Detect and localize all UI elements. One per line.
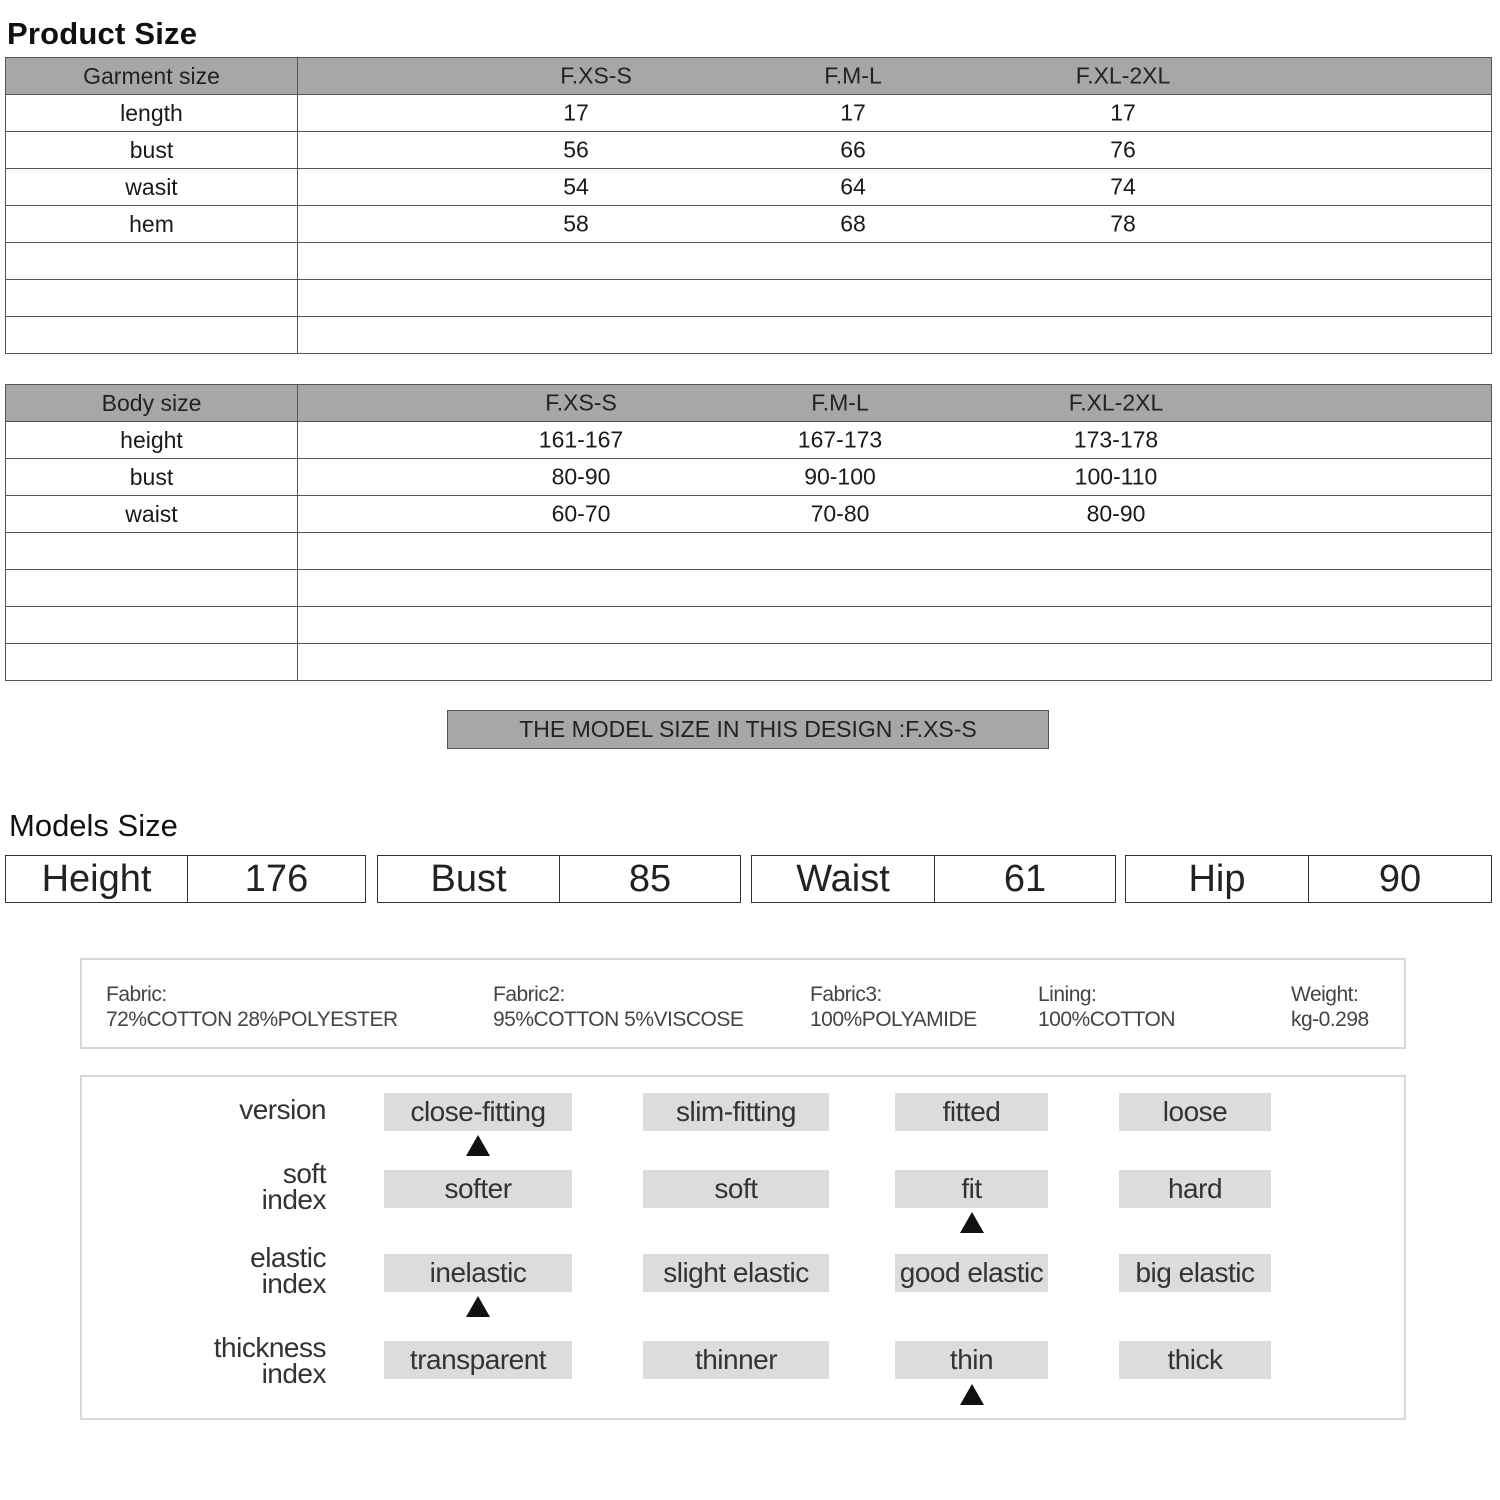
row-label: waist [6,496,298,533]
cell-value: 56 [563,136,589,163]
model-value: 90 [1378,857,1422,900]
fabric-item [493,982,743,1032]
table-row [6,422,1492,459]
table-row [6,169,1492,206]
empty-cell [298,317,1492,354]
selected-marker-icon [960,1212,984,1233]
property-label-line: elastic [250,1242,326,1273]
cell-value: 173-178 [1073,426,1159,453]
row-label: bust [6,459,298,496]
cell-value: 80-90 [551,463,611,490]
empty-row [6,317,1492,354]
property-label-thickness-index [213,1332,326,1389]
property-option: thick [1119,1341,1271,1379]
property-label-elastic-index [250,1242,326,1299]
cell-value: 66 [840,136,866,163]
empty-cell [6,570,298,607]
fabric-label: Fabric3: [810,983,882,1006]
property-option: close-fitting [384,1093,572,1131]
header-col: F.M-L [824,62,882,89]
property-option: hard [1119,1170,1271,1208]
row-label: hem [6,206,298,243]
empty-row [6,280,1492,317]
model-label: Waist [752,856,935,902]
cell-value: 78 [1110,210,1136,237]
fabric-value: 100%COTTON [1038,1008,1175,1031]
table-header-row [6,58,1492,95]
model-label: Hip [1126,856,1309,902]
table-header-row [6,385,1492,422]
property-option: thinner [643,1341,829,1379]
empty-cell [298,280,1492,317]
table-row [6,206,1492,243]
models-size-title: Models Size [9,808,178,843]
header-col: F.XS-S [560,62,632,89]
cell-value: 17 [563,99,589,126]
fabric-label: Fabric2: [493,983,565,1006]
model-size-note: THE MODEL SIZE IN THIS DESIGN :F.XS-S [447,710,1049,749]
property-label-line: index [261,1184,326,1215]
empty-cell [6,607,298,644]
cell-value: 161-167 [538,426,624,453]
header-col: F.XS-S [545,389,617,416]
property-label-soft-index [261,1158,326,1215]
model-label: Bust [378,856,560,902]
property-option: fitted [895,1093,1048,1131]
model-value: 61 [1003,857,1047,900]
table-row [6,496,1492,533]
property-option: slim-fitting [643,1093,829,1131]
empty-cell [6,644,298,681]
fabric-label: Fabric: [106,983,167,1006]
empty-cell [6,317,298,354]
property-option: fit [895,1170,1048,1208]
cell-value: 64 [840,173,866,200]
property-label-line: index [261,1358,326,1389]
empty-cell [6,243,298,280]
property-label-version [239,1094,326,1125]
fabric-item [106,982,398,1032]
fabric-info-panel [80,958,1406,1049]
cell-value: 68 [840,210,866,237]
cell-value: 70-80 [810,500,870,527]
fabric-item [1038,982,1175,1032]
empty-cell [298,533,1492,570]
table-row [6,132,1492,169]
property-option: good elastic [895,1254,1048,1292]
header-col: F.XL-2XL [1068,389,1164,416]
model-value: 85 [628,857,672,900]
product-size-title: Product Size [7,16,198,51]
empty-cell [298,570,1492,607]
selected-marker-icon [466,1296,490,1317]
empty-row [6,570,1492,607]
cell-value: 60-70 [551,500,611,527]
cell-value: 100-110 [1074,463,1158,490]
model-waist-box [751,855,1116,903]
fabric-value: 95%COTTON 5%VISCOSE [493,1008,744,1031]
cell-value: 17 [1110,99,1136,126]
fabric-value: 100%POLYAMIDE [810,1008,977,1031]
property-option: soft [643,1170,829,1208]
header-label: Garment size [6,58,298,95]
empty-cell [6,533,298,570]
property-label-line: thickness [213,1332,326,1363]
property-label-line: soft [282,1158,326,1189]
property-option: thin [895,1341,1048,1379]
fabric-item [1291,982,1369,1032]
property-option: loose [1119,1093,1271,1131]
empty-cell [6,280,298,317]
model-value: 176 [244,857,309,900]
property-option: softer [384,1170,572,1208]
body-size-table [5,384,1492,681]
fabric-label: Weight: [1291,983,1359,1006]
row-label: wasit [6,169,298,206]
header-col: F.XL-2XL [1075,62,1171,89]
property-label-line: index [261,1268,326,1299]
cell-value: 90-100 [804,463,876,490]
property-option: big elastic [1119,1254,1271,1292]
cell-value: 167-173 [797,426,883,453]
cell-value: 76 [1110,136,1136,163]
cell-value: 17 [840,99,866,126]
selected-marker-icon [466,1135,490,1156]
row-label: length [6,95,298,132]
fabric-label: Lining: [1038,983,1097,1006]
cell-value: 58 [563,210,589,237]
row-label: bust [6,132,298,169]
model-height-box [5,855,366,903]
empty-row [6,243,1492,280]
fabric-item [810,982,977,1032]
model-bust-box [377,855,741,903]
table-row [6,95,1492,132]
property-option: slight elastic [643,1254,829,1292]
model-label: Height [6,856,188,902]
row-label: height [6,422,298,459]
model-hip-box [1125,855,1492,903]
cell-value: 54 [563,173,589,200]
table-row [6,459,1492,496]
property-label-line: version [239,1094,326,1125]
garment-size-table [5,57,1492,354]
cell-value: 74 [1110,173,1136,200]
empty-cell [298,644,1492,681]
empty-row [6,533,1492,570]
cell-value: 80-90 [1086,500,1146,527]
empty-cell [298,607,1492,644]
fabric-properties-panel [80,1075,1406,1420]
empty-cell [298,243,1492,280]
header-col: F.M-L [811,389,869,416]
header-label: Body size [6,385,298,422]
empty-row [6,644,1492,681]
fabric-value: 72%COTTON 28%POLYESTER [106,1008,398,1031]
property-option: transparent [384,1341,572,1379]
fabric-value: kg-0.298 [1291,1008,1369,1031]
selected-marker-icon [960,1384,984,1405]
property-option: inelastic [384,1254,572,1292]
empty-row [6,607,1492,644]
